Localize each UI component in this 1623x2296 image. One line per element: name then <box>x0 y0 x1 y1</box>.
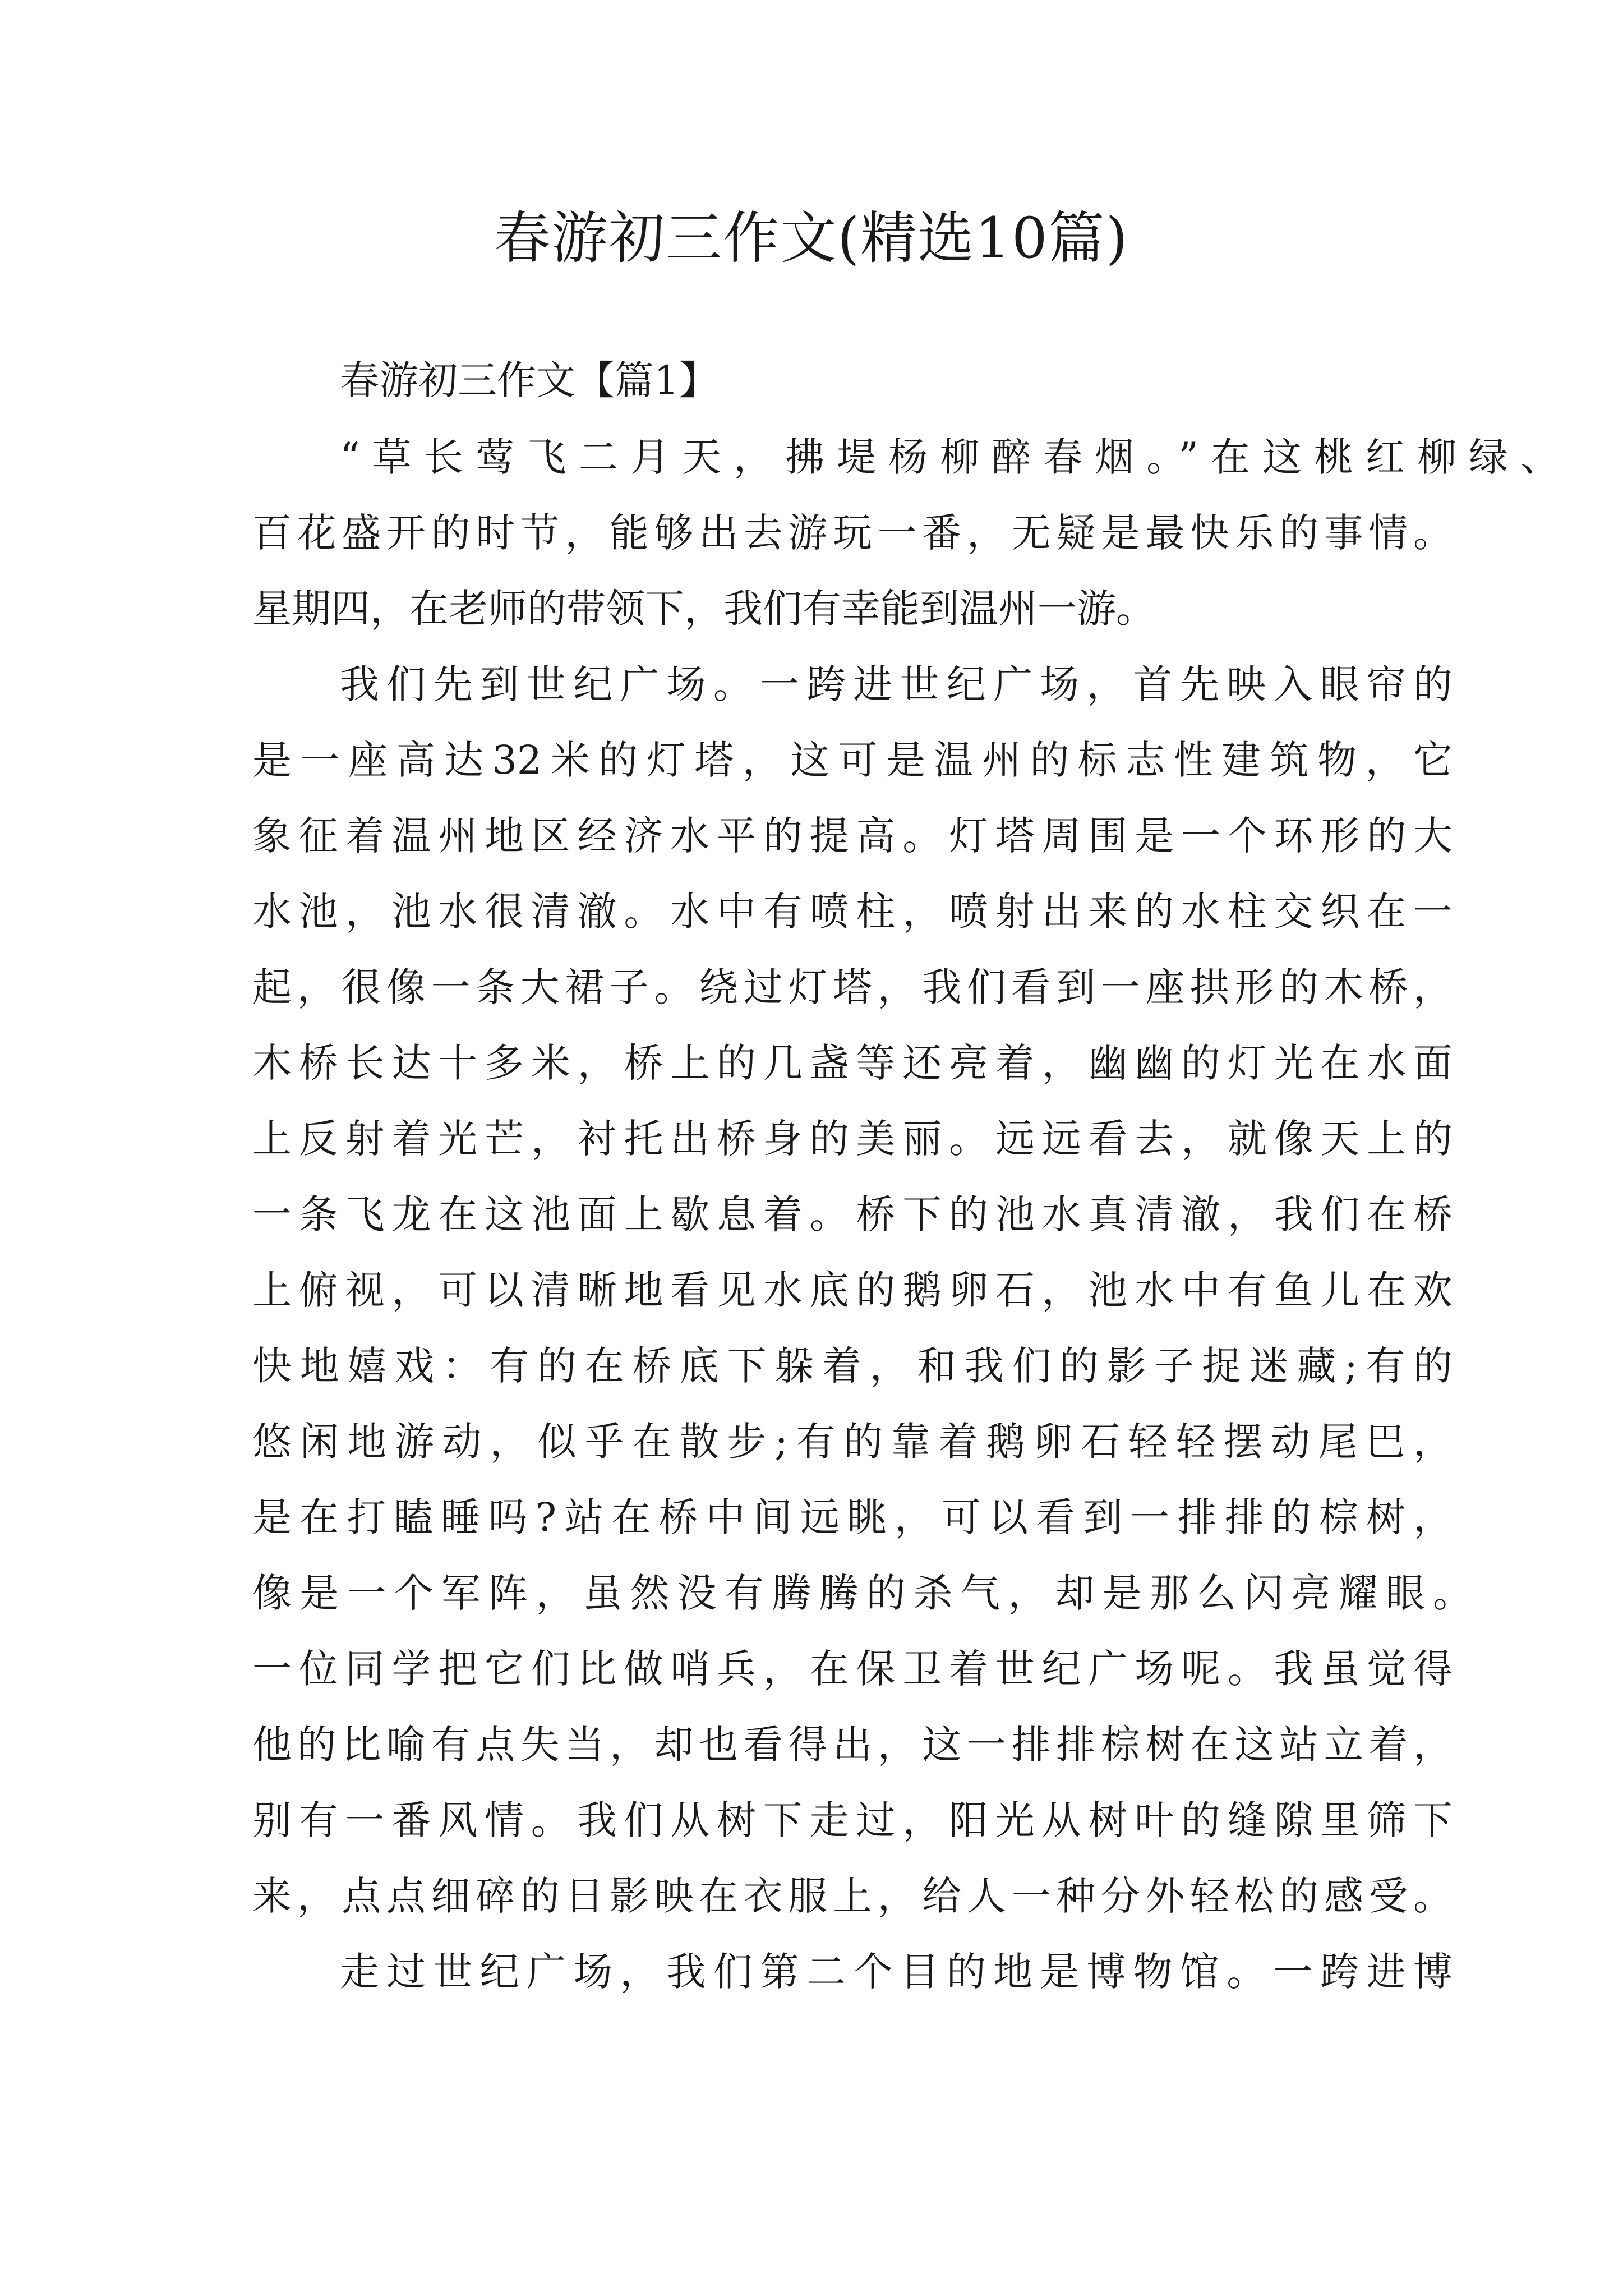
text-line: 别有一番风情。我们从树下走过，阳光从树叶的缝隙里筛下 <box>252 1797 1453 1843</box>
text-line: 星期四，在老师的带领下，我们有幸能到温州一游。 <box>252 586 1155 632</box>
text-line: 是一座高达32米的灯塔，这可是温州的标志性建筑物，它 <box>252 737 1453 783</box>
document-title: 春游初三作文(精选10篇) <box>494 205 1129 271</box>
text-line: 木桥长达十多米，桥上的几盏等还亮着，幽幽的灯光在水面 <box>252 1040 1453 1086</box>
text-line: 水池，池水很清澈。水中有喷柱，喷射出来的水柱交织在一 <box>252 889 1453 935</box>
text-line: 是在打瞌睡吗?站在桥中间远眺，可以看到一排排的棕树， <box>252 1494 1453 1540</box>
text-line: 百花盛开的时节，能够出去游玩一番，无疑是最快乐的事情。 <box>252 510 1453 556</box>
section-heading: 春游初三作文【篇1】 <box>340 357 718 403</box>
text-line: 来，点点细碎的日影映在衣服上，给人一种分外轻松的感受。 <box>252 1873 1453 1919</box>
text-line: 起，很像一条大裙子。绕过灯塔，我们看到一座拱形的木桥， <box>252 964 1453 1010</box>
text-line: 走过世纪广场，我们第二个目的地是博物馆。一跨进博 <box>340 1949 1453 1995</box>
text-line: 像是一个军阵，虽然没有腾腾的杀气，却是那么闪亮耀眼。 <box>252 1570 1472 1616</box>
text-line: 一位同学把它们比做哨兵，在保卫着世纪广场呢。我虽觉得 <box>252 1646 1453 1692</box>
text-line: 上反射着光芒，衬托出桥身的美丽。远远看去，就像天上的 <box>252 1116 1453 1162</box>
text-line: “草长莺飞二月天，拂堤杨柳醉春烟。”在这桃红柳绿、 <box>340 434 1560 480</box>
text-line: 上俯视，可以清晰地看见水底的鹅卵石，池水中有鱼儿在欢 <box>252 1267 1453 1313</box>
text-line: 快地嬉戏：有的在桥底下躲着，和我们的影子捉迷藏;有的 <box>252 1343 1453 1389</box>
text-line: 一条飞龙在这池面上歇息着。桥下的池水真清澈，我们在桥 <box>252 1191 1453 1237</box>
text-line: 我们先到世纪广场。一跨进世纪广场，首先映入眼帘的 <box>340 661 1453 707</box>
text-line: 他的比喻有点失当，却也看得出，这一排排棕树在这站立着， <box>252 1722 1453 1768</box>
text-line: 悠闲地游动，似乎在散步;有的靠着鹅卵石轻轻摆动尾巴， <box>252 1419 1453 1465</box>
text-line: 象征着温州地区经济水平的提高。灯塔周围是一个环形的大 <box>252 813 1453 859</box>
